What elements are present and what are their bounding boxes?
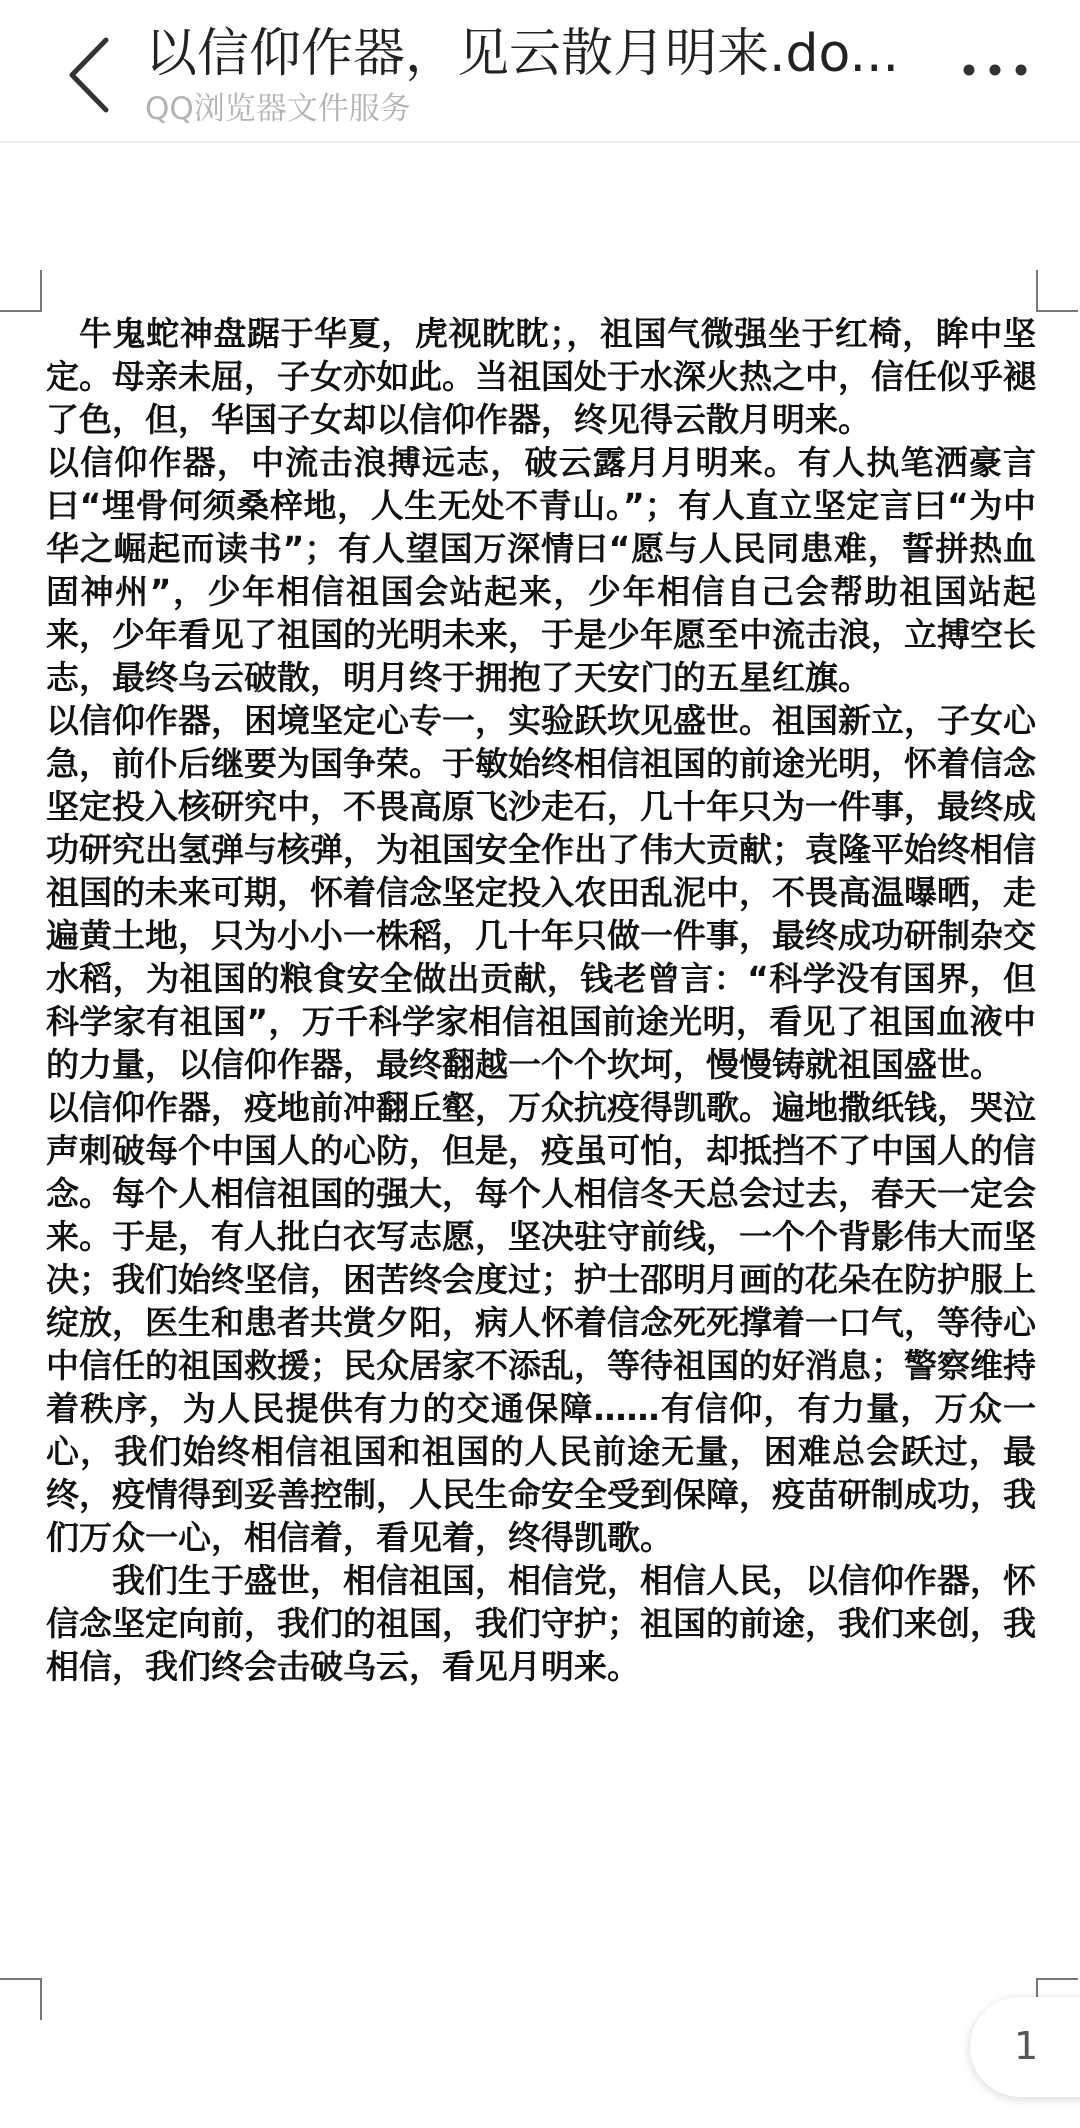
document-paragraph: 以信仰作器，困境坚定心专一，实验跃坎见盛世。祖国新立，子女心急，前仆后继要为国争荣。于敏始终相信祖国的前途光明，怀着信念坚定投入核研究中，不畏高原飞沙走石，几十年只为一件事，最终成功研究出氢弹与核弹，为祖国安全作出了伟大贡献；袁隆平始终相信祖国的未来可期，怀着信念坚定投入农田乱泥中，不畏高温曝晒，走遍黄土地，只为小小一株稻，几十年只做一件事，最终成功研制杂交水稻，为祖国的粮食安全做出贡献，钱老曾言：“科学没有国界，但科学家有祖国”，万千科学家相信祖国前途光明，看见了祖国血液中的力量，以信仰作器，最终翻越一个个坎坷，慢慢铸就祖国盛世。 <box>46 701 1036 1084</box>
chevron-left-icon <box>50 20 140 130</box>
back-button[interactable] <box>50 20 140 130</box>
more-horizontal-icon <box>955 50 1035 90</box>
document-paragraph: 我们生于盛世，相信祖国，相信党，相信人民，以信仰作器，怀信念坚定向前，我们的祖国，我们守护；祖国的前途，我们来创，我相信，我们终会击破乌云，看见月明来。 <box>46 1561 1036 1686</box>
page-indicator[interactable] <box>970 1997 1080 2097</box>
document-source-label: QQ浏览器文件服务 <box>145 91 411 127</box>
document-title: 以信仰作器，见云散月明来.do... <box>145 24 900 84</box>
document-body <box>46 312 1036 1688</box>
top-bar <box>0 0 1080 143</box>
document-paragraph: 以信仰作器，中流击浪搏远志，破云露月月明来。有人执笔洒豪言曰“埋骨何须桑梓地，人生无处不青山。”；有人直立坚定言曰“为中华之崛起而读书”；有人望国万深情曰“愿与人民同患难，誓拼热血固神州”，少年相信祖国会站起来，少年相信自己会帮助祖国站起来，少年看见了祖国的光明未来，于是少年愿至中流击浪，立搏空长志，最终乌云破散，明月终于拥抱了天安门的五星红旗。 <box>46 443 1036 697</box>
document-paragraph: 以信仰作器，疫地前冲翻丘壑，万众抗疫得凯歌。遍地撒纸钱，哭泣声刺破每个中国人的心防，但是，疫虽可怕，却抵挡不了中国人的信念。每个人相信祖国的强大，每个人相信冬天总会过去，春天一定会来。于是，有人批白衣写志愿，坚决驻守前线，一个个背影伟大而坚决；我们始终坚信，困苦终会度过；护士邵明月画的花朵在防护服上绽放，医生和患者共赏夕阳，病人怀着信念死死撑着一口气，等待心中信任的祖国救援；民众居家不添乱，等待祖国的好消息；警察维持着秩序，为人民提供有力的交通保障……有信仰，有力量，万众一心，我们始终相信祖国和祖国的人民前途无量，困难总会跃过，最终，疫情得到妥善控制，人民生命安全受到保障，疫苗研制成功，我们万众一心，相信着，看见着，终得凯歌。 <box>46 1088 1036 1557</box>
page-corner-mark-top-right <box>1036 270 1078 312</box>
document-paragraph: 牛鬼蛇神盘踞于华夏，虎视眈眈；，祖国气微强坐于红椅，眸中坚定。母亲未屈，子女亦如此。当祖国处于水深火热之中，信任似乎褪了色，但，华国子女却以信仰作器，终见得云散月明来。 <box>46 314 1036 439</box>
more-options-button[interactable] <box>955 50 1035 90</box>
page-corner-mark-top-left <box>0 270 42 312</box>
page-corner-mark-bottom-left <box>0 1978 42 2020</box>
page-number: 1 <box>1014 2024 1039 2068</box>
